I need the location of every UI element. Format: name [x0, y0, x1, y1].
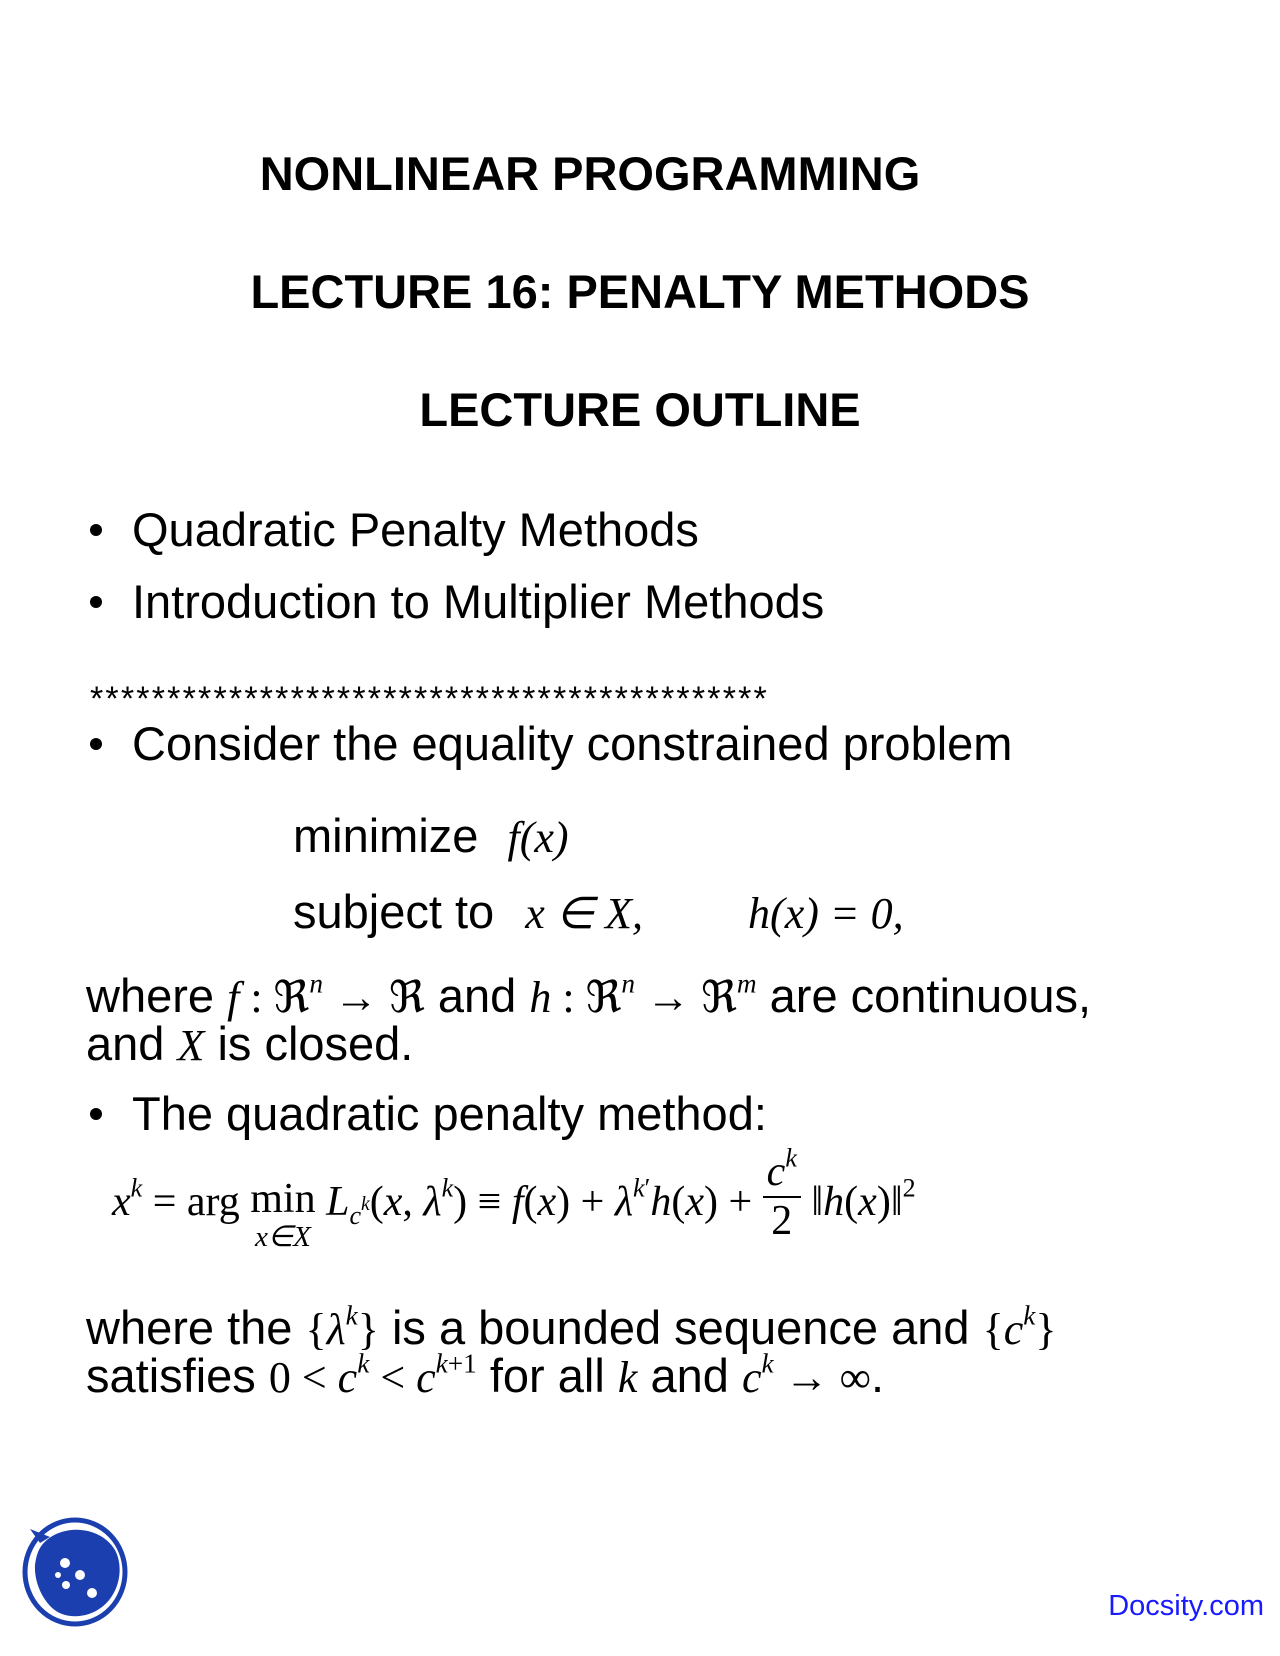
sequence-line-1 — [86, 1302, 1056, 1356]
separator: ******************************************** — [90, 680, 769, 718]
continuous-text: are continuous, — [769, 969, 1092, 1022]
and-word-2: and — [86, 1017, 165, 1070]
f-mapping: f : ℜ$^n$ → ℜ — [227, 968, 425, 1022]
bullet-icon — [90, 596, 102, 608]
course-title: NONLINEAR PROGRAMMING — [259, 147, 921, 200]
outline-heading: LECTURE OUTLINE — [419, 383, 861, 436]
minimize-line — [293, 810, 569, 864]
constraint-eq: h(x) = 0, — [748, 889, 904, 938]
constraint-set: x ∈ X, — [525, 889, 643, 938]
problem-intro-label: Consider the equality constrained problem — [132, 717, 1013, 770]
closed-text: is closed. — [217, 1017, 414, 1070]
penalty-formula: $x^k$ = arg min x∈X $L_{c^k}(x$, $\lambda^k) \equiv f(x) + \lambda^{k'}h(x)$ + $\frac{c^k}{2}$ ‖h(x)‖$^2$ — [112, 1143, 916, 1253]
bullet-icon — [90, 524, 102, 536]
penalty-intro — [90, 1088, 767, 1140]
lecture-title: LECTURE 16: PENALTY METHODS — [250, 265, 1030, 318]
problem-intro — [90, 718, 1012, 770]
h-mapping: h : ℜ$^n$ → ℜ$^m$ — [529, 968, 757, 1022]
and-word: and — [437, 969, 517, 1022]
docsity-brand[interactable]: Docsity.com — [1108, 1590, 1264, 1622]
c-inequality: $0 < c^k < c^{k+1}$ — [268, 1348, 477, 1402]
satisfies-text: satisfies — [86, 1349, 256, 1402]
bounded-text: is a bounded sequence and — [391, 1301, 970, 1354]
c-limit: $c^k$ → ∞ — [741, 1348, 871, 1402]
where-line-2 — [86, 1018, 413, 1072]
bullet-icon — [90, 1108, 102, 1120]
where-the-text: where the — [86, 1301, 293, 1354]
bullet-icon — [90, 738, 102, 750]
where-line-1 — [86, 970, 1091, 1024]
and-word-3: and — [650, 1349, 729, 1402]
k-var: k — [617, 1353, 638, 1402]
subject-word: subject to — [293, 885, 495, 938]
docsity-logo-icon — [20, 1515, 130, 1630]
subject-line — [293, 886, 904, 940]
objective: f(x) — [507, 813, 569, 862]
outline-item — [90, 576, 824, 628]
where-word: where — [86, 969, 215, 1022]
set-x: X — [177, 1021, 205, 1070]
c-seq: $\{c^k\}$ — [982, 1300, 1057, 1354]
for-all-text: for all — [489, 1349, 605, 1402]
outline-item-label: Quadratic Penalty Methods — [132, 503, 699, 556]
sequence-line-2: satisfies $0 < c^k < c^{k+1}$ for all k and $c^k$ → ∞. — [86, 1348, 885, 1402]
penalty-intro-label: The quadratic penalty method: — [132, 1087, 767, 1140]
outline-item — [90, 504, 699, 556]
outline-item-label: Introduction to Multiplier Methods — [132, 575, 825, 628]
lambda-seq: $\{\lambda^k\}$ — [305, 1300, 379, 1354]
minimize-word: minimize — [293, 809, 479, 862]
